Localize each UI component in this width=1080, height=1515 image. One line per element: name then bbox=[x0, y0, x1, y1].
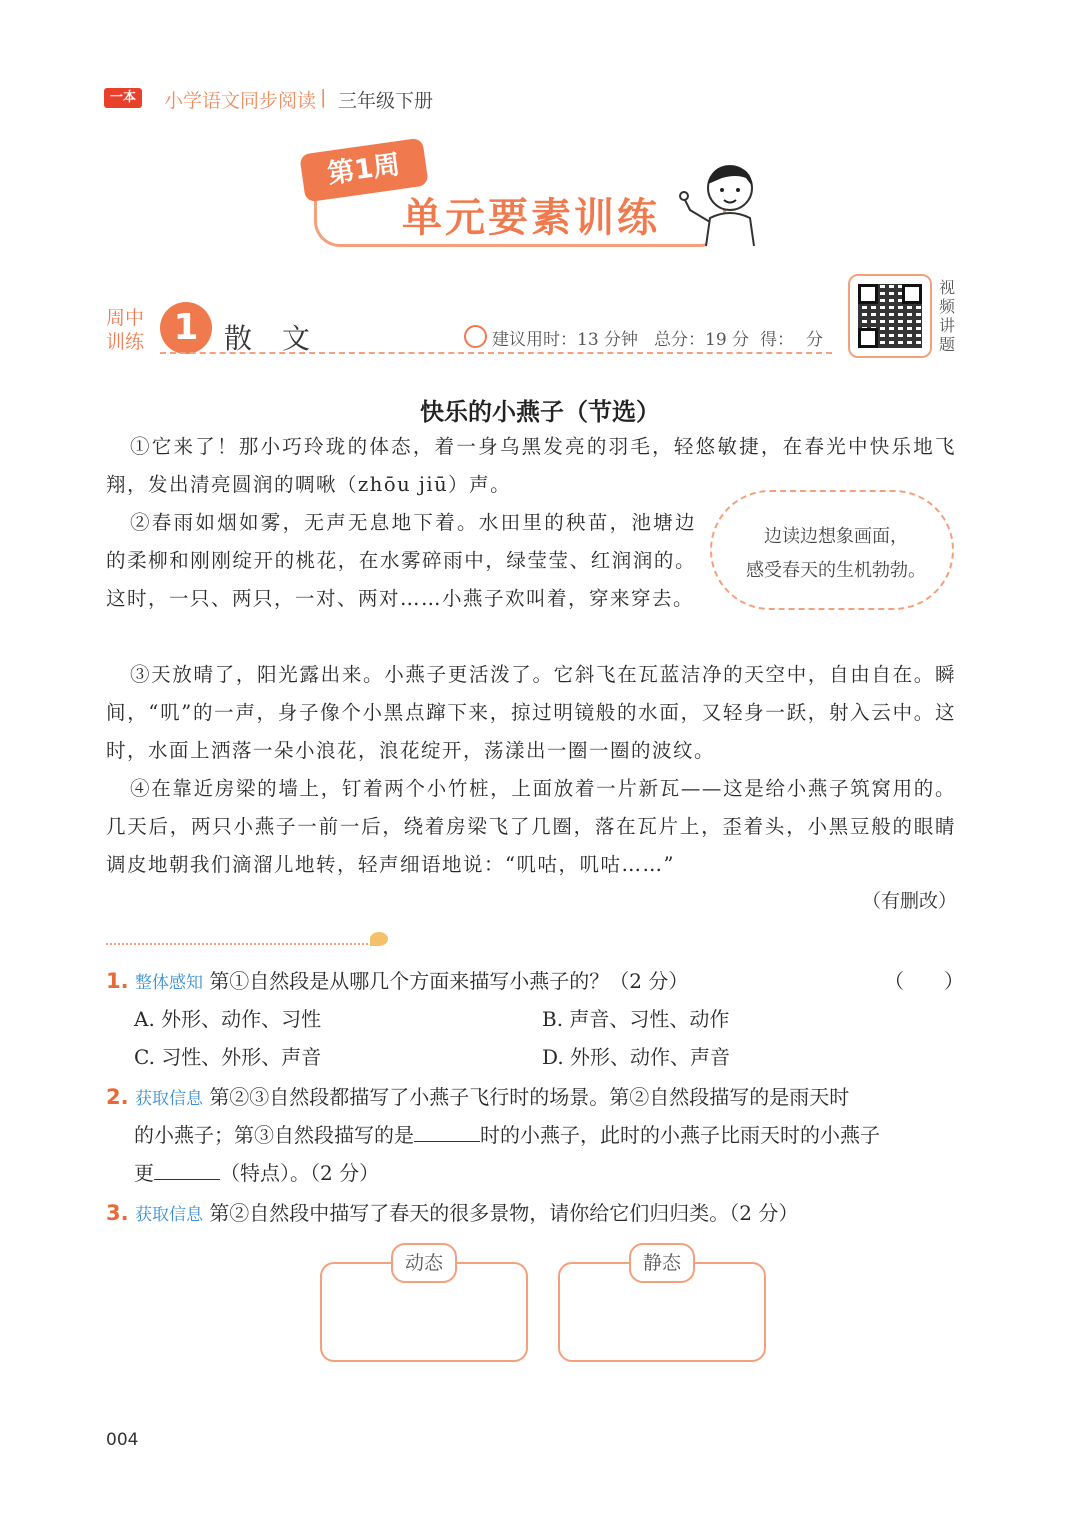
brand-logo: 一本 bbox=[104, 88, 142, 108]
paragraph-1: ①它来了！那小巧玲珑的体态，着一身乌黑发亮的羽毛，轻悠敏捷，在春光中快乐地飞翔，发出清亮圆润的啁啾（zhōu jiū）声。 bbox=[106, 435, 956, 496]
option-b: B. 声音、习性、动作 bbox=[542, 1007, 730, 1031]
option-a: A. 外形、动作、习性 bbox=[134, 1007, 322, 1031]
question-1: 1. 整体感知 第①自然段是从哪几个方面来描写小燕子的？（2 分） bbox=[106, 969, 689, 993]
unit-title: 单元要素训练 bbox=[402, 195, 660, 241]
paragraph-3: ③天放晴了，阳光露出来。小燕子更活泼了。它斜飞在瓦蓝洁净的天空中，自由自在。瞬间，“叽”的一声，身子像个小黑点蹿下来，掠过明镜般的水面，又轻身一跃，射入云中。这时，水面上洒落一朵小浪花，浪花绽开，荡漾出一圈一圈的波纹。 bbox=[106, 663, 956, 762]
question-tag: 整体感知 bbox=[134, 973, 203, 993]
total-score: 总分：19 分 bbox=[654, 330, 750, 350]
header-separator: | bbox=[320, 86, 327, 108]
answer-bracket[interactable]: （ ） bbox=[884, 969, 964, 993]
source-note: （有删改） bbox=[862, 890, 958, 912]
score-unit: 分 bbox=[806, 330, 823, 350]
question-3: 3. 获取信息 第②自然段中描写了春天的很多景物，请你给它们归归类。（2 分） bbox=[106, 1201, 799, 1225]
paragraph-4: ④在靠近房梁的墙上，钉着两个小竹桩，上面放着一片新瓦——这是给小燕子筑窝用的。几天后，两只小燕子一前一后，绕着房梁飞了几圈，落在瓦片上，歪着头，小黑豆般的眼睛调皮地朝我们滴溜儿地转，轻声细语地说：“叽咕，叽咕……” bbox=[106, 777, 956, 876]
grade-label: 三年级下册 bbox=[338, 90, 434, 112]
question-2-line-3: 更 （特点）。（2 分） bbox=[134, 1154, 379, 1192]
question-2-line-2: 的小燕子；第③自然段描写的是 时的小燕子，此时的小燕子比雨天时的小燕子 bbox=[134, 1116, 964, 1154]
qr-code-icon[interactable] bbox=[848, 274, 932, 358]
series-title: 小学语文同步阅读 bbox=[164, 90, 317, 112]
page-number: 004 bbox=[106, 1430, 139, 1450]
option-d: D. 外形、动作、声音 bbox=[542, 1045, 731, 1069]
section-number: 1 bbox=[160, 302, 212, 354]
option-c: C. 习性、外形、声音 bbox=[134, 1045, 322, 1069]
paragraph-2: ②春雨如烟如雾，无声无息地下着。水田里的秧苗，池塘边的柔柳和刚刚绽开的桃花，在水雾碎雨中，绿莹莹、红润润的。这时，一只、两只，一对、两对……小燕子欢叫着，穿来穿去。 bbox=[106, 511, 696, 610]
video-explanation-label: 视频讲题 bbox=[938, 278, 955, 354]
question-tag: 获取信息 bbox=[134, 1205, 203, 1225]
leaf-icon bbox=[370, 932, 388, 946]
answer-blank-1[interactable] bbox=[414, 1119, 480, 1142]
question-tag: 获取信息 bbox=[134, 1089, 203, 1109]
section-underline bbox=[160, 352, 832, 354]
section-title: 散文 bbox=[224, 322, 341, 355]
reading-tip-bubble: 边读边想象画面， 感受春天的生机勃勃。 bbox=[710, 490, 954, 610]
score-got: 得： bbox=[760, 330, 794, 350]
teacher-illustration-icon bbox=[676, 158, 766, 248]
suggested-time: 建议用时：13 分钟 bbox=[492, 330, 639, 350]
section-label: 周中 训练 bbox=[106, 307, 145, 353]
passage-title: 快乐的小燕子（节选） bbox=[420, 397, 660, 426]
week-tab: 第1周 bbox=[299, 138, 428, 203]
divider bbox=[106, 943, 368, 945]
clock-icon bbox=[464, 325, 487, 348]
answer-blank-2[interactable] bbox=[154, 1157, 220, 1180]
static-label: 静态 bbox=[629, 1243, 695, 1283]
dynamic-label: 动态 bbox=[391, 1243, 457, 1283]
question-2: 2. 获取信息 第②③自然段都描写了小燕子飞行时的场景。第②自然段描写的是雨天时 bbox=[106, 1085, 850, 1109]
